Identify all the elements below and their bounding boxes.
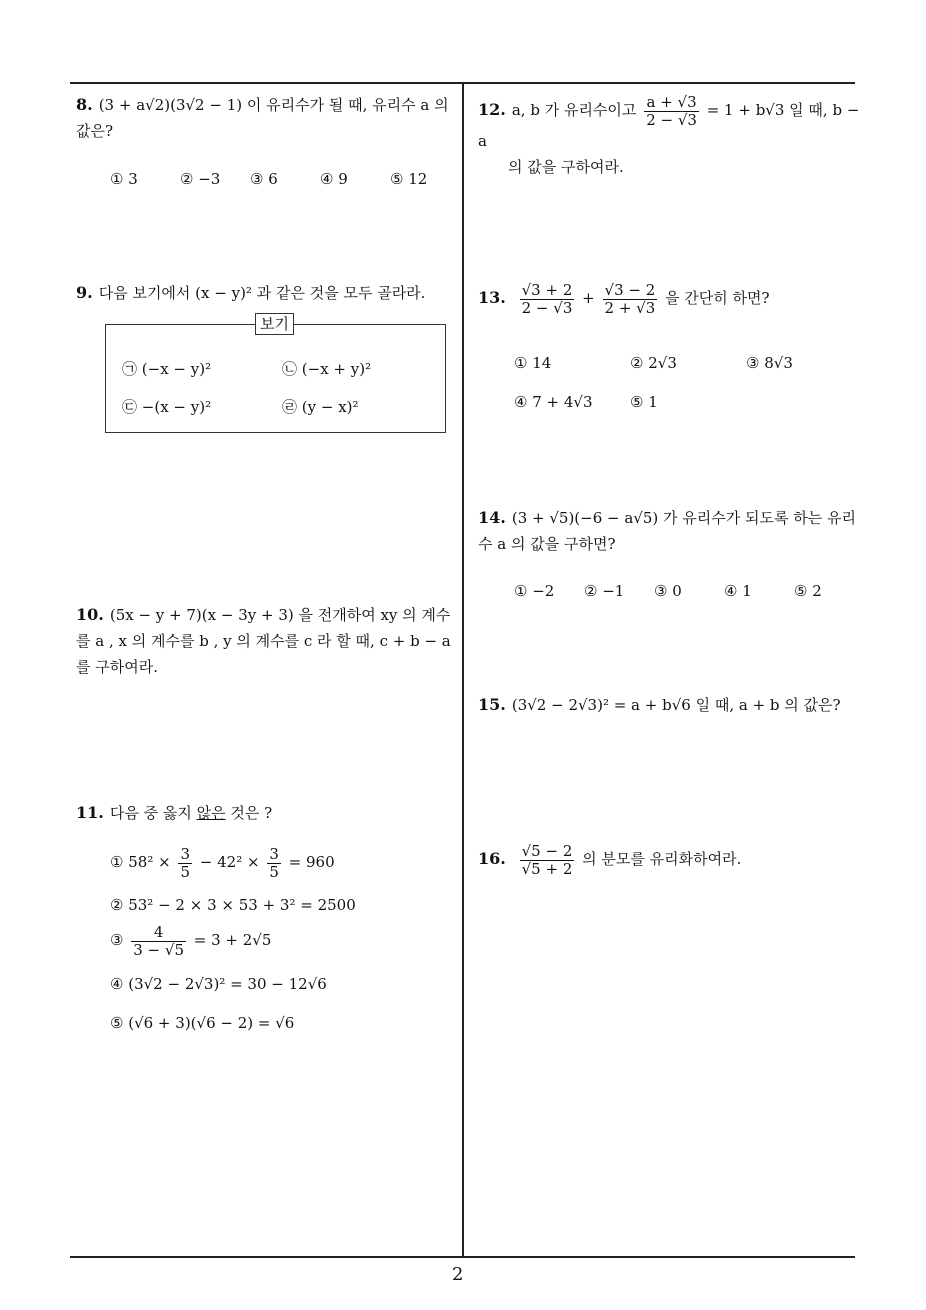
q11-option-3[interactable]: ③ $\frac{4}{3 - √5}$ = 3 + 2√5: [110, 923, 272, 959]
question-number: 9.: [76, 283, 93, 302]
q9-item-1: ㉠ (−x − y)²: [122, 360, 212, 378]
q11-option-1[interactable]: ① 58² × $\frac{3}{5}$ − 42² × $\frac{3}{5}$ = 960: [110, 845, 335, 881]
fraction: $\frac{4}{3 - √5}$: [133, 923, 184, 959]
q9-item-4: ㉣ (y − x)²: [282, 398, 359, 416]
q11-option-2[interactable]: ② 53² − 2 × 3 × 53 + 3² = 2500: [110, 896, 356, 914]
bottom-rule: [70, 1256, 855, 1258]
question-16: 16. $\frac{√5 - 2}{√5 + 2}$ 의 분모를 유리화하여라.: [478, 842, 742, 878]
question-number: 16.: [478, 849, 506, 868]
q9-item-3: ㉢ −(x − y)²: [122, 398, 212, 416]
question-number: 13.: [478, 288, 506, 307]
q14-option-5[interactable]: ⑤ 2: [794, 582, 822, 600]
underlined-word: 않은: [196, 804, 226, 822]
question-number: 15.: [478, 695, 506, 714]
q14-option-2[interactable]: ② −1: [584, 582, 625, 600]
q14-option-4[interactable]: ④ 1: [724, 582, 752, 600]
question-number: 14.: [478, 508, 506, 527]
question-text: (5x − y + 7)(x − 3y + 3) 을 전개하여 xy 의 계수를 a , x 의 계수를 b , y 의 계수를 c 라 할 때, c + b − a 를 구하여라.: [76, 606, 451, 676]
question-number: 11.: [76, 803, 104, 822]
question-14: [478, 505, 863, 557]
q13-option-1[interactable]: ① 14: [514, 354, 552, 372]
question-15: [478, 692, 863, 718]
question-text: (3√2 − 2√3)² = a + b√6 일 때, a + b 의 값은?: [511, 696, 841, 714]
question-11: 11. 다음 중 옳지 않은 것은 ?: [76, 803, 273, 822]
q14-option-1[interactable]: ① −2: [514, 582, 555, 600]
question-number: 12.: [478, 100, 506, 119]
column-divider: [462, 82, 464, 1257]
q13-option-5[interactable]: ⑤ 1: [630, 393, 658, 411]
question-13: 13. $\frac{√3 + 2}{2 - √3}$ + $\frac{√3 - 2}{2 + √3}$ 을 간단히 하면?: [478, 281, 770, 317]
question-text: (3 + a√2)(3√2 − 1) 이 유리수가 될 때, 유리수 a 의 값은?: [76, 96, 449, 140]
q8-option-1[interactable]: ① 3: [110, 170, 138, 188]
question-text: 다음 중 옳지: [109, 804, 197, 822]
q9-item-2: ㉡ (−x + y)²: [282, 360, 372, 378]
question-number: 8.: [76, 95, 93, 114]
question-10: [76, 602, 456, 680]
question-number: 10.: [76, 605, 104, 624]
question-text: (3 + √5)(−6 − a√5) 가 유리수가 되도록 하는 유리수 a 의 값을 구하면?: [478, 509, 856, 553]
page-number: 2: [452, 1264, 464, 1285]
question-12: 12. a, b 가 유리수이고 $\frac{a + √3}{2 - √3}$ = 1 + b√3 일 때, b − a 의 값을 구하여라.: [478, 93, 860, 176]
q13-option-3[interactable]: ③ 8√3: [746, 354, 793, 372]
q8-option-5[interactable]: ⑤ 12: [390, 170, 428, 188]
q13-option-4[interactable]: ④ 7 + 4√3: [514, 393, 593, 411]
fraction: $\frac{3}{5}$: [180, 845, 190, 881]
q11-option-4[interactable]: ④ (3√2 − 2√3)² = 30 − 12√6: [110, 975, 327, 993]
q8-option-2[interactable]: ② −3: [180, 170, 221, 188]
fraction: $\frac{√3 - 2}{2 + √3}$: [604, 281, 656, 317]
question-9: [76, 280, 460, 306]
example-box-label: 보기: [255, 313, 294, 335]
question-text: 다음 보기에서 (x − y)² 과 같은 것을 모두 골라라.: [98, 284, 426, 302]
fraction: $\frac{√5 - 2}{√5 + 2}$: [521, 842, 573, 878]
q11-option-5[interactable]: ⑤ (√6 + 3)(√6 − 2) = √6: [110, 1014, 295, 1032]
q14-option-3[interactable]: ③ 0: [654, 582, 682, 600]
q8-option-3[interactable]: ③ 6: [250, 170, 278, 188]
question-8: [76, 92, 460, 144]
fraction: $\frac{√3 + 2}{2 - √3}$: [521, 281, 573, 317]
q13-option-2[interactable]: ② 2√3: [630, 354, 677, 372]
q8-option-4[interactable]: ④ 9: [320, 170, 348, 188]
fraction: $\frac{3}{5}$: [269, 845, 279, 881]
fraction: $\frac{a + √3}{2 - √3}$: [646, 93, 697, 129]
